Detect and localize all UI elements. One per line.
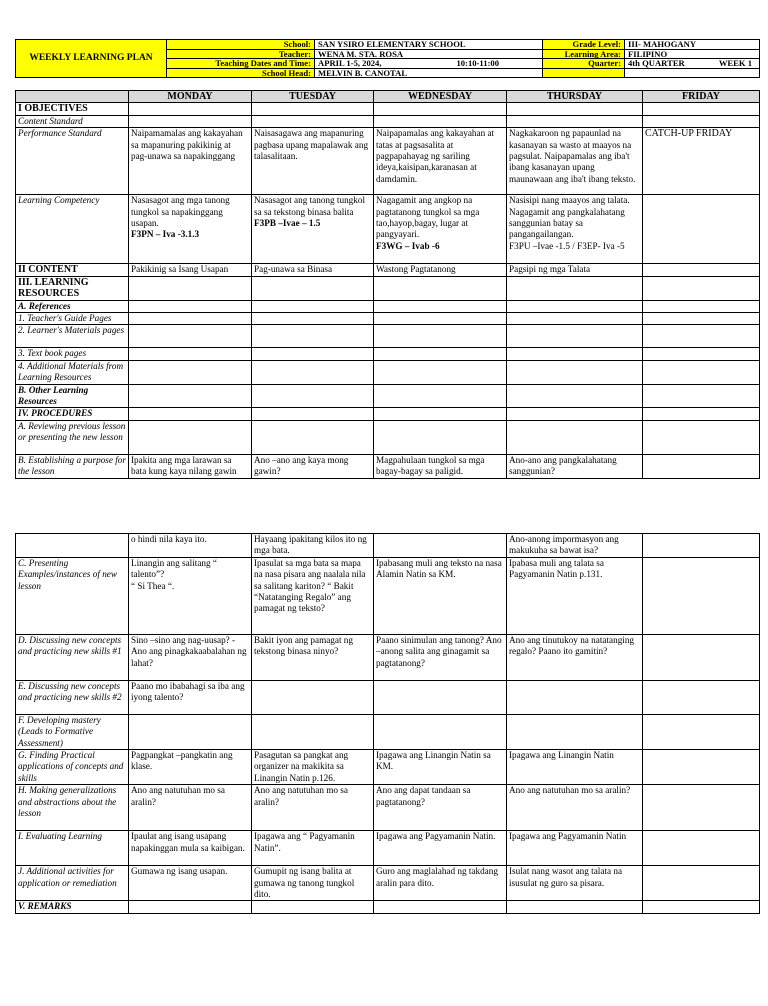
cell-text: Guro ang maglalahad ng takdang aralin para dito. (374, 866, 507, 901)
plan-table-page1 (15, 90, 760, 479)
cell-text: Nagkakaroon ng papaunlad na kasanayan sa wasto at maayos na pagsulat. Naipapamalas ang iba't ibang kasanayan upang maunawaan ang iba't ibang teksto. (507, 128, 643, 195)
cell-text: Nasisipi nang maayos ang talata. Nagagamit ang pangkalahatang sanggunian batay sa pangangailangan. (509, 195, 630, 240)
week-value: WEEK 1 (718, 58, 752, 69)
learning-area-value: FILIPINO (625, 49, 760, 59)
cell-text: Gumupit ng isang balita at gumawa ng tanong tungkol dito. (252, 866, 374, 901)
day-header-thursday: THURSDAY (507, 91, 643, 103)
row-textbook: 3. Text book pages (16, 348, 129, 360)
row-teachers-guide: 1. Teacher's Guide Pages (16, 313, 129, 325)
cell-text: Ipagawa ang Linangin Natin sa KM. (374, 750, 507, 785)
cell-text: Pagsipi ng mga Talata (507, 264, 643, 276)
cell-text: Ano ang natutuhan mo sa aralin? (252, 785, 374, 831)
cell-text: Ano-anong impormasyon ang makukuha sa bawat isa? (507, 534, 643, 558)
grade-label: Grade Level: (543, 40, 625, 50)
competency-code: F3PN – Iva -3.1.3 (131, 229, 200, 240)
row-discussing-1: D. Discussing new concepts and practicing new skills #1 (16, 634, 129, 680)
cell-text: Linangin ang salitang “ talento”? (131, 557, 217, 580)
cell-text: Ano ang tinutukoy na natatanging regalo? Paano ito gamitin? (507, 634, 643, 680)
cell-text: Ipabasang muli ang teksto na nasa Alamin Natin sa KM. (374, 557, 507, 634)
cell-text: Pag-unawa sa Binasa (252, 264, 374, 276)
day-header-friday: FRIDAY (643, 91, 760, 103)
learning-area-label: Learning Area: (543, 49, 625, 59)
cell-text: Paano mo ibabahagi sa iba ang iyong talento? (129, 680, 252, 714)
corner-cell (16, 91, 129, 103)
competency-code: F3PB –Ivae – 1.5 (254, 218, 321, 229)
cell-text: Hayaang ipakitang kilos ito ng mga bata. (252, 534, 374, 558)
cell-text: Pasagutan sa pangkat ang organizer na makikita sa Linangin Natin p.126. (252, 750, 374, 785)
cell-text: Ipakita ang mga larawan sa bata kung kaya nilang gawin (129, 454, 252, 478)
row-learners-materials: 2. Learner's Materials pages (16, 325, 129, 348)
time-value: 10:10-11:00 (456, 58, 499, 69)
cell-text: Isulat nang wasot ang talata na isusulat ng guro sa pisara. (507, 866, 643, 901)
row-content-standard: Content Standard (16, 115, 129, 127)
cell-text: Ano ang natutuhan mo sa aralin? (507, 785, 643, 831)
cell-text: Ano ang dapat tandaan sa pagtatanong? (374, 785, 507, 831)
catch-up-friday: CATCH-UP FRIDAY (643, 128, 760, 195)
section-learning-resources: III. LEARNING RESOURCES (16, 276, 129, 300)
row-practical: G. Finding Practical applications of concepts and skills (16, 750, 129, 785)
row-references: A. References (16, 300, 129, 312)
cell-text: Nagagamit ang angkop na pagtatanong tungkol sa mga tao,hayop,bagay, lugar at pangyayari. (376, 195, 480, 240)
cell-text: “ Si Thea “. (131, 580, 175, 591)
row-generalizations: H. Making generalizations and abstractions about the lesson (16, 785, 129, 831)
competency-code: F3WG – Ivab -6 (376, 240, 440, 251)
school-value: SAN YSIRO ELEMENTARY SCHOOL (315, 40, 543, 50)
cell-text: Sino –sino ang nag-uusap? - Ano ang pinagkakaabalahan ng lahat? (129, 634, 252, 680)
row-other-resources: B. Other Learning Resources (16, 384, 129, 408)
blank-cell (543, 68, 625, 78)
section-content: II CONTENT (16, 264, 129, 276)
cell-text: Gumawa ng isang usapan. (129, 866, 252, 901)
school-head-label: School Head: (167, 68, 315, 78)
row-learning-competency: Learning Competency (16, 195, 129, 264)
cell-text: Wastong Pagtatanong (374, 264, 507, 276)
cell-text: Nasasagot ang mga tanong tungkol sa napakinggang usapan. (131, 195, 230, 229)
row-purpose: B. Establishing a purpose for the lesson (16, 454, 129, 478)
day-header-wednesday: WEDNESDAY (374, 91, 507, 103)
cell-text: Paano sinimulan ang tanong? Ano –anong salita ang ginagamit sa pagtatanong? (374, 634, 507, 680)
cell-text: Ano-ano ang pangkalahatang sanggunian? (507, 454, 643, 478)
cell-text: Ipaulat ang isang usapang napakinggan mula sa kaibigan. (129, 831, 252, 866)
section-procedures: IV. PROCEDURES (16, 408, 129, 420)
school-label: School: (167, 40, 315, 50)
quarter-value: 4th QUARTER (628, 58, 685, 69)
competency-code: F3PU –Ivae -1.5 / F3EP- Iva -5 (509, 240, 625, 251)
cell-text: Ipabasa muli ang talata sa Pagyamanin Natin p.131. (507, 557, 643, 634)
row-reviewing: A. Reviewing previous lesson or presenting the new lesson (16, 420, 129, 454)
cell-text: Pagpangkat –pangkatin ang klase. (129, 750, 252, 785)
row-additional-materials: 4. Additional Materials from Learning Resources (16, 360, 129, 384)
cell-text: Magpahulaan tungkol sa mga bagay-bagay sa paligid. (374, 454, 507, 478)
cell-text: Naisasagawa ang mapanuring pagbasa upang mapalawak ang talasalitaan. (252, 128, 374, 195)
teacher-value: WENA M. STA. ROSA (315, 49, 543, 59)
dates-value: APRIL 1-5, 2024, (318, 58, 382, 69)
grade-value: III- MAHOGANY (625, 40, 760, 50)
day-header-tuesday: TUESDAY (252, 91, 374, 103)
school-head-value: MELVIN B. CANOTAL (315, 68, 543, 78)
cell-text: Ipagawa ang Pagyamanin Natin. (374, 831, 507, 866)
cell-text: Ipagawa ang Linangin Natin (507, 750, 643, 785)
cell-text: Ipagawa ang Pagyamanin Natin (507, 831, 643, 866)
cell-text: Bakit iyon ang pamagat ng tekstong binasa ninyo? (252, 634, 374, 680)
row-mastery: F. Developing mastery (Leads to Formative Assessment) (16, 714, 129, 749)
plan-title: WEEKLY LEARNING PLAN (16, 40, 167, 78)
cell-text: Naipamamalas ang kakayahan sa mapanuring pakikinig at pag-unawa sa napakinggang (129, 128, 252, 195)
header-table (15, 39, 760, 78)
cell-text: Ano –ano ang kaya mong gawin? (252, 454, 374, 478)
section-remarks: V. REMARKS (16, 901, 129, 913)
cell-text: o hindi nila kaya ito. (129, 534, 252, 558)
plan-table-page2 (15, 533, 760, 914)
row-discussing-2: E. Discussing new concepts and practicing new skills #2 (16, 680, 129, 714)
cell-text: Naipapamalas ang kakayahan at tatas at pagsasalita at pagpapahayag ng sariling ideya,kaisipan,karanasan at damdamin. (374, 128, 507, 195)
row-performance-standard: Performance Standard (16, 128, 129, 195)
quarter-label: Quarter: (543, 59, 625, 69)
cell-text: Ipagawa ang “ Pagyamanin Natin”. (252, 831, 374, 866)
row-presenting: C. Presenting Examples/instances of new lesson (16, 557, 129, 634)
cell-text: Nasasagot ang tanong tungkol sa sa tekstong binasa balita (254, 195, 365, 217)
section-objectives: I OBJECTIVES (16, 103, 129, 115)
cell-text: Ano ang natutuhan mo sa aralin? (129, 785, 252, 831)
row-additional-activities: J. Additional activities for application or remediation (16, 866, 129, 901)
cell-text: Pakikinig sa Isang Usapan (129, 264, 252, 276)
blank-cell (625, 68, 760, 78)
dates-label: Teaching Dates and Time: (167, 59, 315, 69)
teacher-label: Teacher: (167, 49, 315, 59)
day-header-monday: MONDAY (129, 91, 252, 103)
row-evaluating: I. Evaluating Learning (16, 831, 129, 866)
cell-text: Ipasulat sa mga bata sa mapa na nasa pisara ang naalala nila sa salitang kariton? “ Bakit “Natatanging Regalo” ang pamagat ng teksto? (252, 557, 374, 634)
